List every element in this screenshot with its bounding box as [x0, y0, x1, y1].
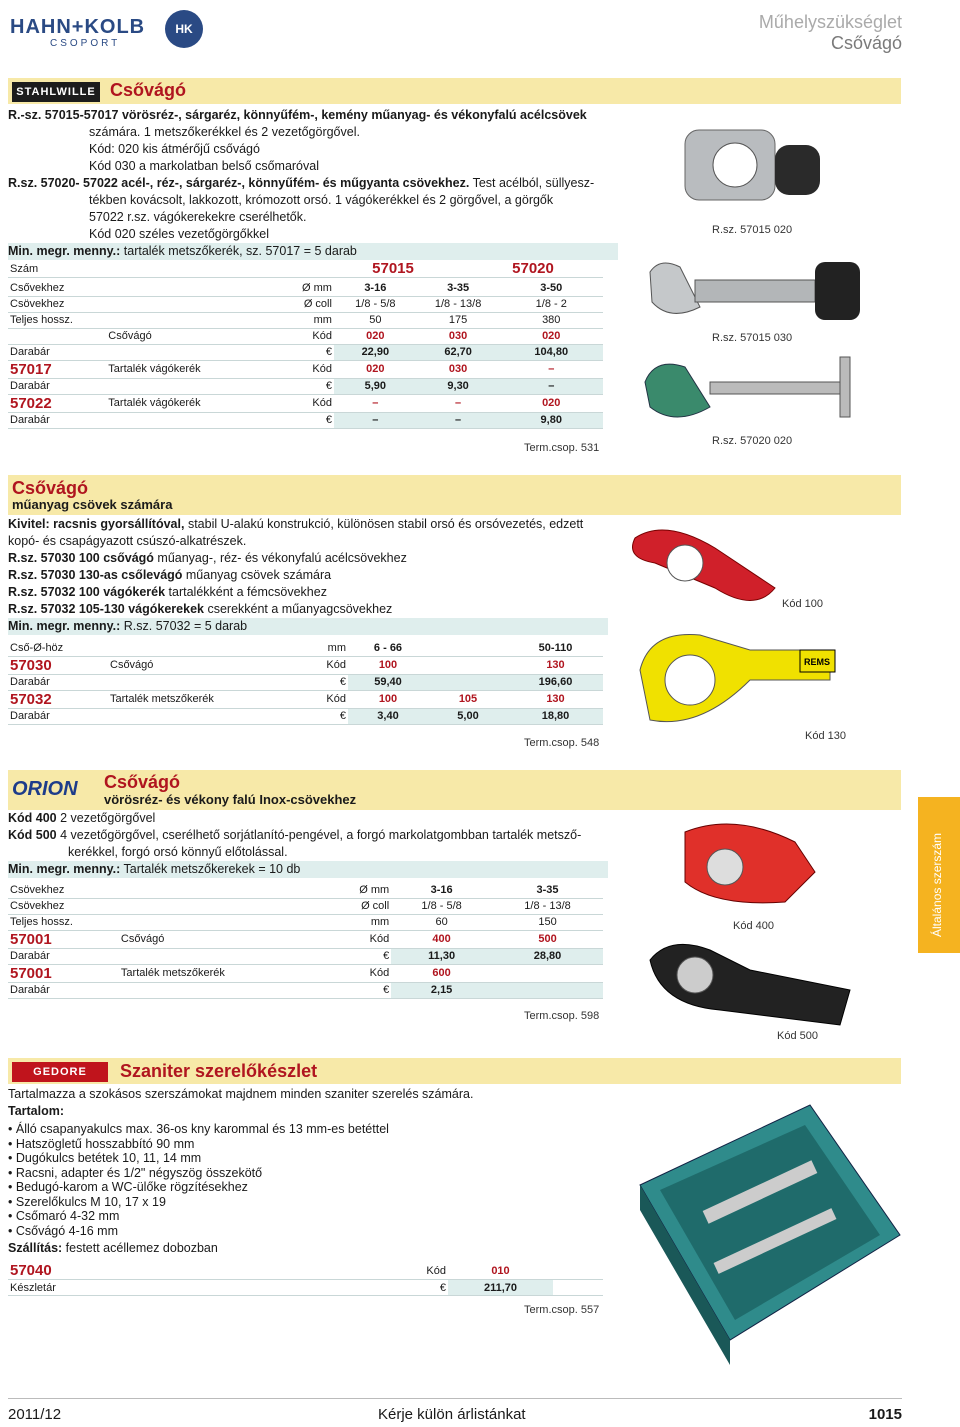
tool-case-image: [620, 1095, 905, 1380]
table-row: Darabár € 5,90 9,30 –: [8, 378, 603, 394]
tube-cutter-image-2: [640, 252, 870, 332]
page-number: 1015: [868, 1406, 902, 1423]
tube-cutter-image-1: [680, 115, 830, 220]
hahn-kolb-logo: HAHN+KOLB CSOPORT HK: [10, 8, 200, 52]
section-description-3: Kód 400 2 vezetőgörgővel Kód 500 4 vezetőgörgővel, cserélhető sorjátlanító-pengével, a forgó markolatgombban tartalék metsző- kerékkel, forgó orsó könnyű előtolással. Min. megr. menny.: Tartalék metszőkerekek = 10 db: [8, 810, 608, 878]
subcategory-title: Csővágó: [830, 33, 902, 53]
svg-text:REMS: REMS: [804, 657, 831, 667]
orion-logo: ORION: [12, 778, 78, 800]
table-row: Darabár € 22,90 62,70 104,80: [8, 344, 603, 360]
table-row: 57001 Tartalék metszőkerék Kód 600: [8, 964, 603, 982]
table-row: Darabár € 11,30 28,80: [8, 948, 603, 964]
table-row: 57001 Csővágó Kód 400 500: [8, 930, 603, 948]
section-title-2: Csővágó: [12, 478, 89, 498]
tube-cutter-image-3: [640, 352, 870, 432]
stahlwille-logo: STAHLWILLE: [12, 82, 100, 102]
table-row: Csővekhez Ø mm 3-16 3-35 3-50: [8, 280, 603, 296]
table-row: Csővágó Kód 020 030 020: [8, 328, 603, 344]
section-description-4: Tartalmazza a szokásos szerszámokat majdnem minden szaniter szerelés számára. Tartalom:: [8, 1087, 474, 1118]
section-description-2: Kivitel: racsnis gyorsállítóval, stabil U-alakú konstrukció, különösen stabil orsó és orsóvezetés, edzett kopó- és csapágyazott csúszó-alkatrészek. R.sz. 57030 100 csővágó műanyag-, réz- és vékonyfalú acélcsövekhez R.sz. 57030 130-as csőlevágó műanyag csövek számára R.sz. 57032 100 vágókerék tartalékként a fémcsövekhez R.sz. 57032 105-130 vágókerekek cserekként a műanyagcsövekhez Min. megr. menny.: R.sz. 57032 = 5 darab: [8, 516, 608, 635]
product-table-57015: Szám 57015 57020: [8, 260, 603, 278]
table-row: 57032 Tartalék metszőkerék Kód 100 105 130: [8, 690, 603, 708]
table-row: Darabár € – – 9,80: [8, 412, 603, 428]
table-row: Csövekhez Ø coll 1/8 - 5/8 1/8 - 13/8 1/8 - 2: [8, 296, 603, 312]
product-table-rows: [8, 280, 603, 429]
hk-logo-icon: HK: [165, 10, 203, 48]
footer-note: Kérje külön árlistánkat: [378, 1406, 526, 1423]
side-category-tab[interactable]: Általános szerszám: [918, 797, 960, 953]
section-description: R.-sz. 57015-57017 vörösréz-, sárgaréz, könnyűfém-, kemény műanyag- és vékonyfalú acélcsövek számára. 1 metszőkerékkel és 2 vezetőgörgővel. Kód: 020 kis átmérőjű csővágó Kód 030 a markolatban belső csőmaróval R.sz. 57020- 57022 acél-, réz-, sárgaréz-, könnyűfém- és műgyanta csövekhez. Test acélból, süllyesz- tékben kovácsolt, lakkozott, krómozott orsó. 1 vágókerékkel és 2 görgővel, a görgők 57022 r.sz. vágókerekekre cserélhetők. Kód 020 széles vezetőgörgőkkel Min. megr. menny.: tartalék metszőkerék, sz. 57017 = 5 darab: [8, 107, 618, 260]
category-title: Műhelyszükséglet: [758, 12, 902, 32]
black-cutter-image: [640, 930, 870, 1030]
term-group: Term.csop. 531: [524, 442, 600, 454]
table-row: 57030 Csővágó Kód 100 130: [8, 656, 603, 674]
gedore-logo: GEDORE: [12, 1062, 108, 1082]
product-table-57001: [8, 882, 603, 999]
section-title: Csővágó: [110, 80, 187, 100]
table-row: Teljes hossz. mm 60 150: [8, 914, 603, 930]
table-row: Cső-Ø-höz mm 6 - 66 50-110: [8, 640, 603, 656]
table-row: Teljes hossz. mm 50 175 380: [8, 312, 603, 328]
table-row: Darabár € 59,40 196,60: [8, 674, 603, 690]
red-cutter-image: [625, 518, 785, 618]
table-row: Darabár € 2,15: [8, 982, 603, 998]
footer-year: 2011/12: [8, 1406, 62, 1423]
yellow-cutter-image: [630, 620, 860, 740]
product-table-57040: 57040 Kód 010 Készletár € 211,70: [8, 1262, 603, 1296]
table-row: Csövekhez Ø coll 1/8 - 5/8 1/8 - 13/8: [8, 898, 603, 914]
table-row: 57022 Tartalék vágókerék Kód – – 020: [8, 394, 603, 412]
red-compact-cutter-image: [675, 812, 825, 912]
table-row: Csövekhez Ø mm 3-16 3-35: [8, 882, 603, 898]
contents-list: • Álló csapanyakulcs max. 36-os kny karommal és 13 mm-es betéttel • Hatszögletű hosszabbító 90 mm • Dugókulcs betétek 10, 11, 14 mm • Racsni, adapter és 1/2" négyszög összekötő • Bedugó-karom a WC-ülőke rögzítésekhez • Szerelőkulcs M 10, 17 x 19 • Csőmaró 4-32 mm • Csővágó 4-16 mm: [8, 1122, 389, 1238]
table-row: Darabár € 3,40 5,00 18,80: [8, 708, 603, 724]
table-row: 57017 Tartalék vágókerék Kód 020 030 –: [8, 360, 603, 378]
product-table-57030: [8, 640, 603, 725]
